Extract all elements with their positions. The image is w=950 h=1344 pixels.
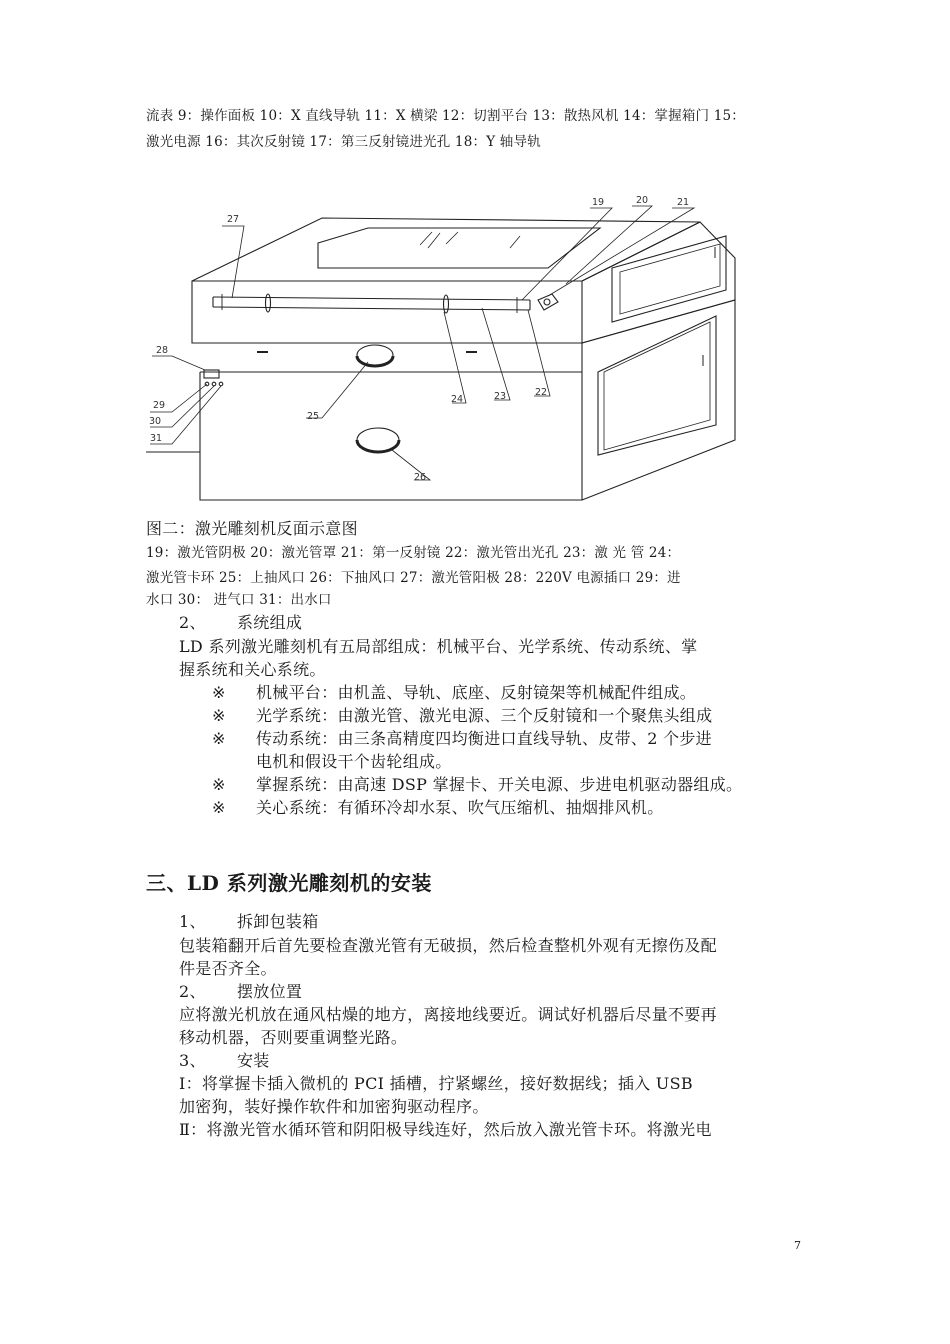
bullet-mark: ※ <box>212 729 226 748</box>
callout-19: 19 <box>592 197 605 208</box>
figure-legend-line-3: 水口 30： 进气口 31：出水口 <box>146 592 332 608</box>
bullet-mark: ※ <box>212 775 226 794</box>
item-1-number: 1、 <box>179 912 206 931</box>
section-2-intro-line-1: LD 系列激光雕刻机有五局部组成：机械平台、光学系统、传动系统、掌 <box>179 637 698 656</box>
figure-legend-line-1: 19：激光管阴极 20：激光管罩 21：第一反射镜 22：激光管出光孔 23：激 光 管 24： <box>146 545 681 561</box>
laser-engraver-rear-diagram <box>0 0 950 520</box>
item-1-heading <box>179 909 319 932</box>
bullet-transmission-continuation: 电机和假设干个齿轮组成。 <box>256 752 452 771</box>
item-2-text-line-1: 应将激光机放在通风枯燥的地方，离接地线要近。调试好机器后尽量不要再 <box>179 1005 717 1024</box>
bullet-text: 关心系统：有循环冷却水泵、吹气压缩机、抽烟排风机。 <box>256 798 664 817</box>
item-3-text-line-2: 加密狗，装好操作软件和加密狗驱动程序。 <box>179 1097 489 1116</box>
callout-20: 20 <box>636 195 649 206</box>
item-2-number: 2、 <box>179 982 206 1001</box>
figure-title: 图二：激光雕刻机反面示意图 <box>146 519 358 538</box>
lid-front-face <box>192 281 582 343</box>
page-number: 7 <box>794 1239 801 1252</box>
bullet-mechanical-platform <box>212 680 696 703</box>
item-1-text-line-2: 件是否齐全。 <box>179 959 277 978</box>
item-1-title: 拆卸包装箱 <box>237 912 319 931</box>
item-2-heading <box>179 979 302 1002</box>
bullet-text: 掌握系统：由高速 DSP 掌握卡、开关电源、步进电机驱动器组成。 <box>256 775 743 794</box>
top-caption-line-2: 激光电源 16：其次反射镜 17：第三反射镜进光孔 18：Y 轴导轨 <box>146 134 541 150</box>
power-socket <box>204 370 219 378</box>
item-3-text-line-1: Ⅰ：将掌握卡插入微机的 PCI 插槽，拧紧螺丝，接好数据线；插入 USB <box>179 1074 693 1093</box>
callout-31: 31 <box>150 433 163 444</box>
item-3-number: 3、 <box>179 1051 206 1070</box>
section-2-heading <box>179 610 302 633</box>
item-1-text-line-1: 包装箱翻开后首先要检查激光管有无破损，然后检查整机外观有无擦伤及配 <box>179 936 717 955</box>
bullet-mark: ※ <box>212 683 226 702</box>
bullet-text: 光学系统：由激光管、激光电源、三个反射镜和一个聚焦头组成 <box>256 706 713 725</box>
callout-29: 29 <box>153 400 166 411</box>
tube-clip-left <box>266 294 271 312</box>
bullet-transmission-system <box>212 726 712 749</box>
body-right-face <box>582 300 735 500</box>
item-3-title: 安装 <box>237 1051 270 1070</box>
laser-tube <box>213 297 530 310</box>
output-mirror-box <box>538 294 558 310</box>
top-caption-line-1: 流表 9：操作面板 10：X 直线导轨 11：X 横梁 12：切割平台 13：散热风机 14：掌握箱门 15： <box>146 108 746 124</box>
chapter-3-title: 三、LD 系列激光雕刻机的安装 <box>146 871 432 895</box>
figure-callout-labels <box>149 195 689 483</box>
item-2-text-line-2: 移动机器，否则要重调整光路。 <box>179 1028 408 1047</box>
bullet-control-system <box>212 772 742 795</box>
figure-legend-line-2: 激光管卡环 25：上抽风口 26：下抽风口 27：激光管阳极 28：220V 电源插口 29：进 <box>146 570 681 586</box>
callout-26: 26 <box>414 472 427 483</box>
callout-24: 24 <box>451 394 464 405</box>
lid-side-panel <box>612 236 726 322</box>
tube-clip-right <box>444 295 449 313</box>
section-2-number: 2、 <box>179 613 206 632</box>
lid-window <box>318 228 600 268</box>
bullet-auxiliary-system <box>212 795 664 818</box>
bullet-optical-system <box>212 703 712 726</box>
callout-27: 27 <box>227 214 240 225</box>
callout-30: 30 <box>149 416 162 427</box>
bullet-text: 传动系统：由三条高精度四均衡进口直线导轨、皮带、2 个步进 <box>256 729 712 748</box>
callout-28: 28 <box>156 345 169 356</box>
item-3-heading <box>179 1048 270 1071</box>
item-2-title: 摆放位置 <box>237 982 303 1001</box>
callout-22: 22 <box>535 387 548 398</box>
callout-23: 23 <box>494 391 507 402</box>
bullet-mark: ※ <box>212 706 226 725</box>
item-3-text-line-3: Ⅱ：将激光管水循环管和阴阳极导线连好，然后放入激光管卡环。将激光电 <box>179 1120 712 1139</box>
bullet-mark: ※ <box>212 798 226 817</box>
body-side-panel <box>598 316 716 455</box>
callout-25: 25 <box>307 411 320 422</box>
bullet-text: 机械平台：由机盖、导轨、底座、反射镜架等机械配件组成。 <box>256 683 697 702</box>
section-2-title: 系统组成 <box>237 613 303 632</box>
section-2-intro-line-2: 握系统和关心系统。 <box>179 660 326 679</box>
callout-21: 21 <box>677 197 690 208</box>
